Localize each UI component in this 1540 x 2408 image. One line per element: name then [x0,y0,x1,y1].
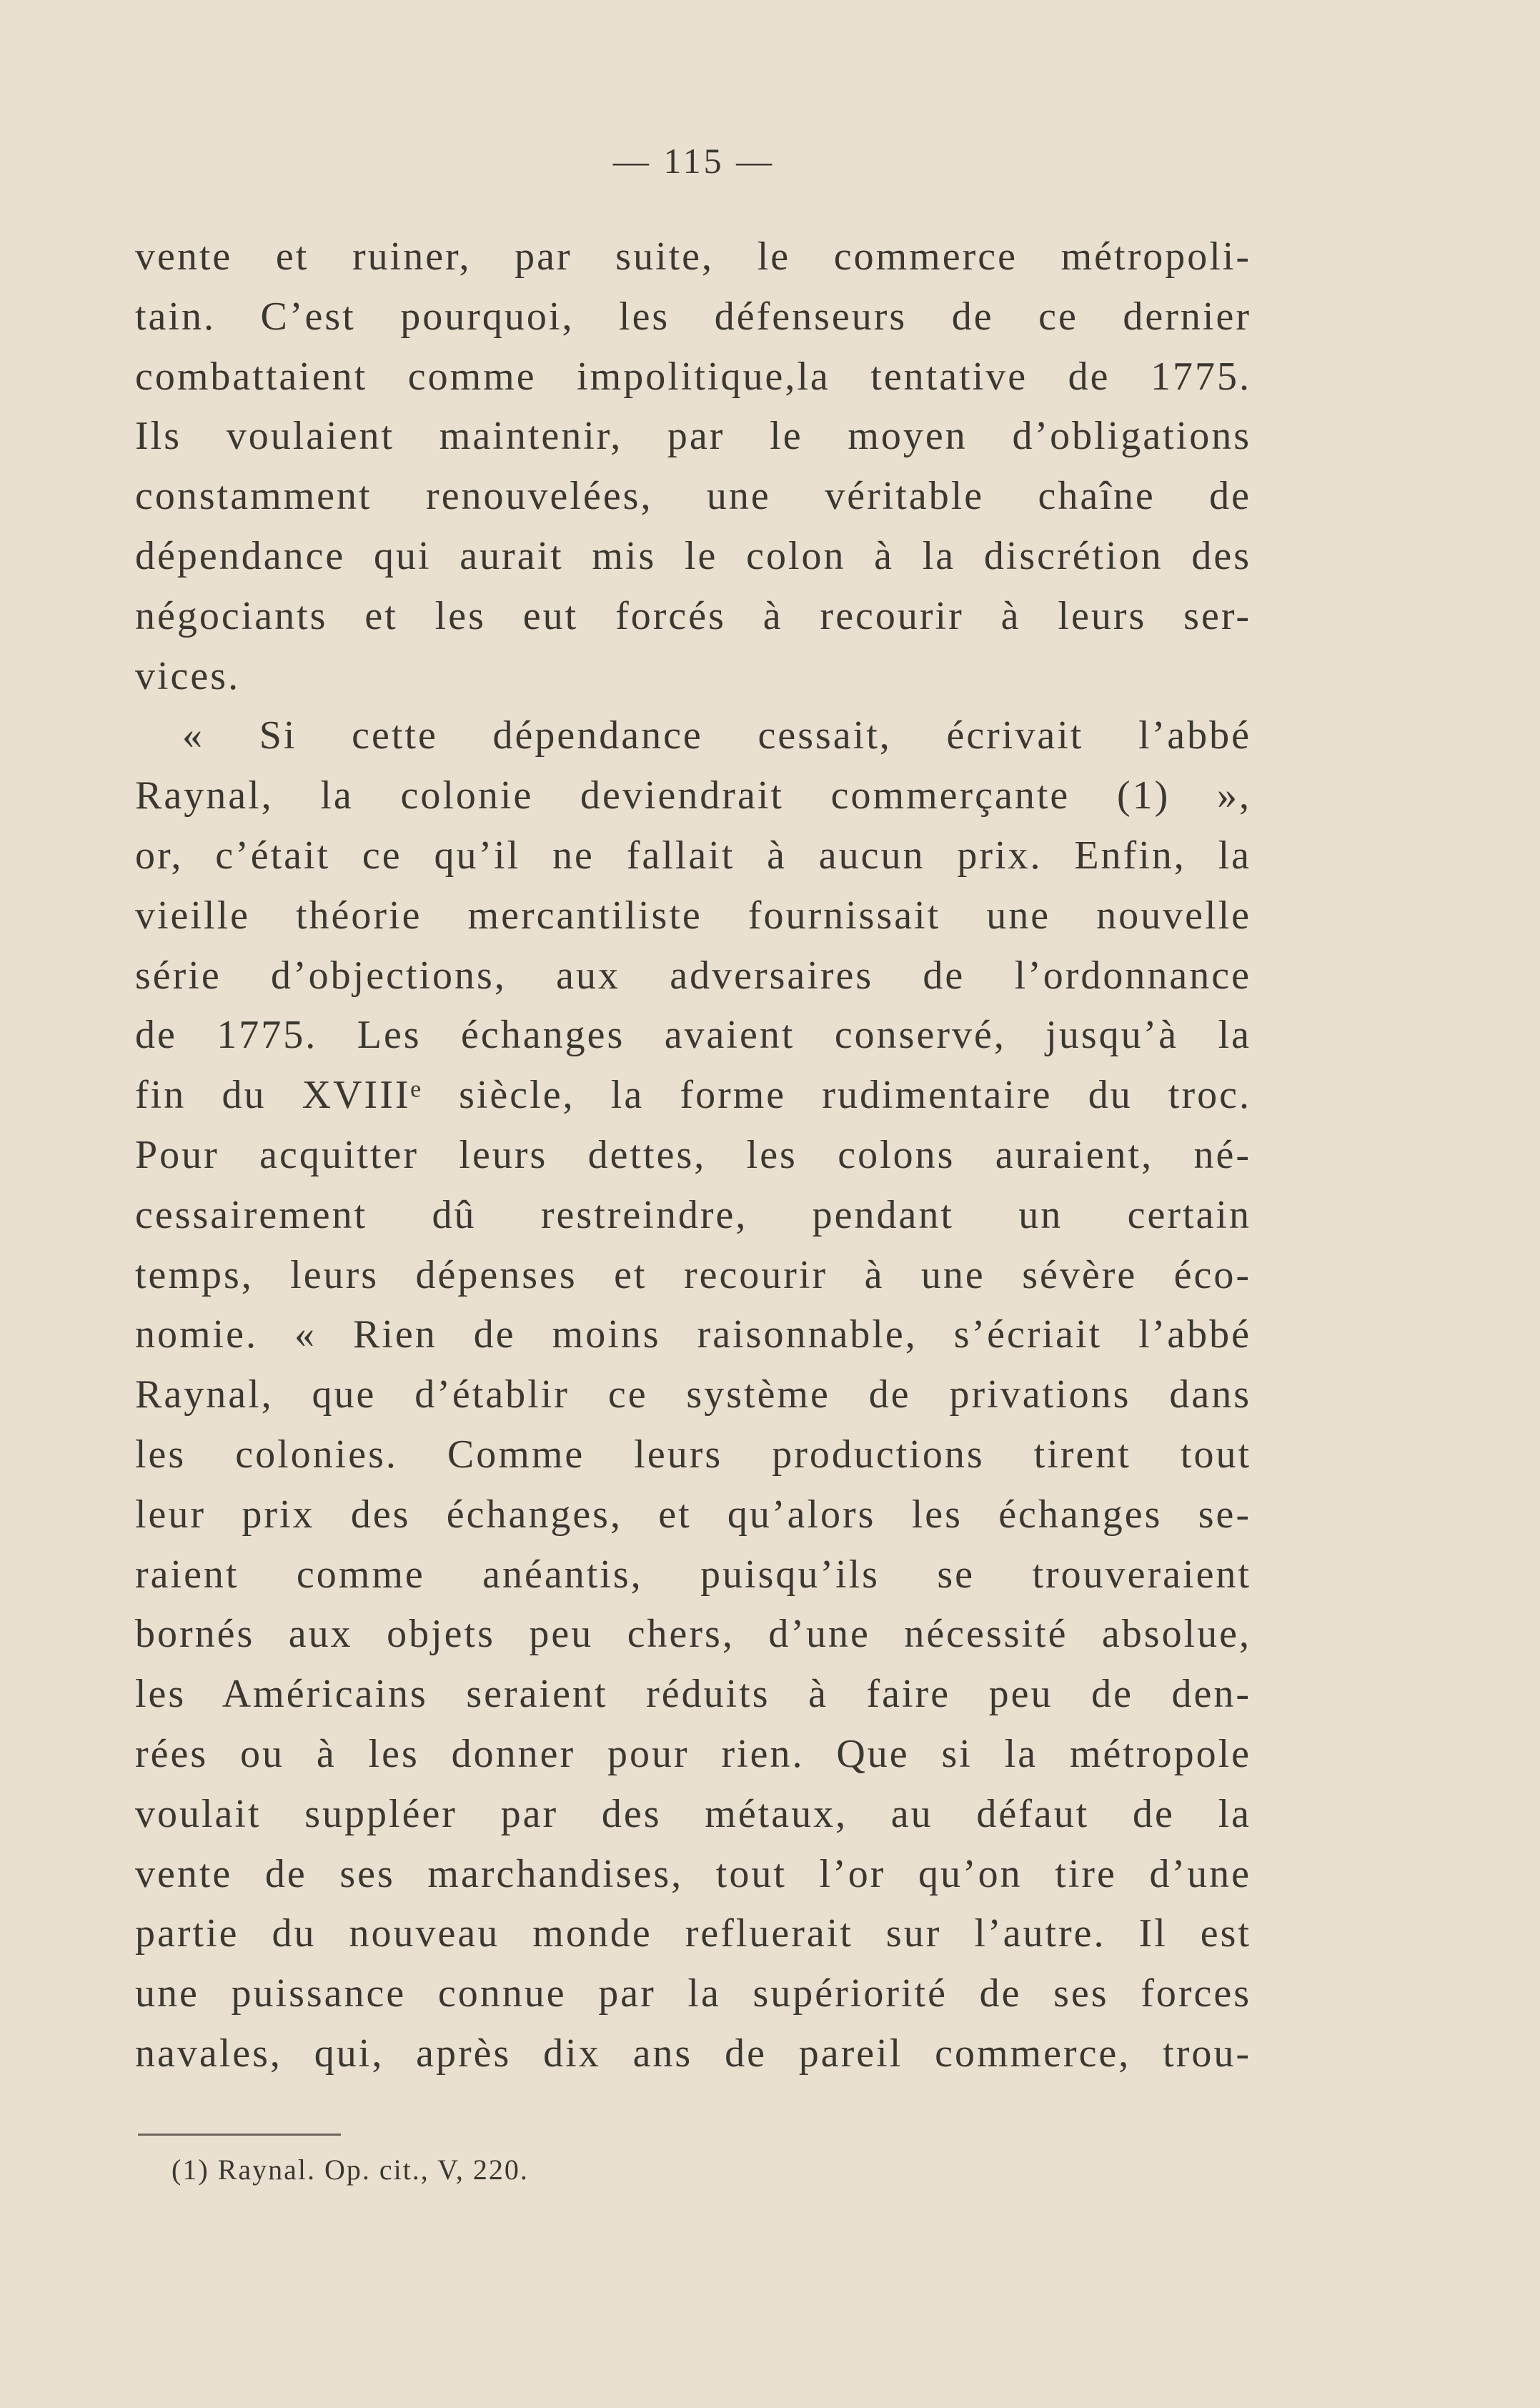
footnote: (1) Raynal. Op. cit., V, 220. [172,2154,529,2186]
text-line: temps, leurs dépenses et recourir à une sévère éco- [135,1252,1251,1297]
text-line: raient comme anéantis, puisqu’ils se trouveraient [135,1552,1251,1597]
text-line: combattaient comme impolitique,la tentative de 1775. [135,354,1251,399]
text-line: navales, qui, après dix ans de pareil commerce, trou- [135,2031,1251,2076]
text-line: leur prix des échanges, et qu’alors les échanges se- [135,1492,1251,1537]
text-line: Raynal, que d’établir ce système de privations dans [135,1372,1251,1417]
text-line: vices. [135,653,241,698]
text-line: voulait suppléer par des métaux, au défaut de la [135,1791,1251,1836]
text-line: rées ou à les donner pour rien. Que si la métropole [135,1731,1251,1776]
footnote-rule [138,2134,341,2136]
text-line: dépendance qui aurait mis le colon à la discrétion des [135,533,1251,578]
text-line: négociants et les eut forcés à recourir à leurs ser- [135,593,1251,638]
text-line: partie du nouveau monde refluerait sur l’autre. Il est [135,1911,1251,1956]
text-line: « Si cette dépendance cessait, écrivait l’abbé [182,713,1251,758]
text-line: les Américains seraient réduits à faire peu de den- [135,1672,1251,1717]
text-line: de 1775. Les échanges avaient conservé, jusqu’à la [135,1013,1251,1058]
text-line: tain. C’est pourquoi, les défenseurs de ce dernier [135,294,1251,339]
text-line: Pour acquitter leurs dettes, les colons auraient, né- [135,1132,1251,1177]
text-line: bornés aux objets peu chers, d’une nécessité absolue, [135,1612,1251,1657]
text-line: vente et ruiner, par suite, le commerce métropoli- [135,234,1251,279]
text-line: une puissance connue par la supériorité de ses forces [135,1971,1251,2016]
text-line: vieille théorie mercantiliste fournissait une nouvelle [135,893,1251,938]
text-line: les colonies. Comme leurs productions tirent tout [135,1432,1251,1477]
text-line: série d’objections, aux adversaires de l’ordonnance [135,953,1251,998]
text-line: constamment renouvelées, une véritable chaîne de [135,474,1251,519]
page-body [135,227,1251,2084]
text-line: or, c’était ce qu’il ne fallait à aucun prix. Enfin, la [135,833,1251,878]
page-number: — 115 — [612,141,775,181]
text-line: fin du XVIIIᵉ siècle, la forme rudimentaire du troc. [135,1073,1251,1118]
text-line: vente de ses marchandises, tout l’or qu’on tire d’une [135,1851,1251,1896]
text-line: Ils voulaient maintenir, par le moyen d’obligations [135,414,1251,459]
text-line: cessairement dû restreindre, pendant un certain [135,1192,1251,1237]
text-line: nomie. « Rien de moins raisonnable, s’écriait l’abbé [135,1312,1251,1357]
text-line: Raynal, la colonie deviendrait commerçante (1) », [135,773,1251,818]
